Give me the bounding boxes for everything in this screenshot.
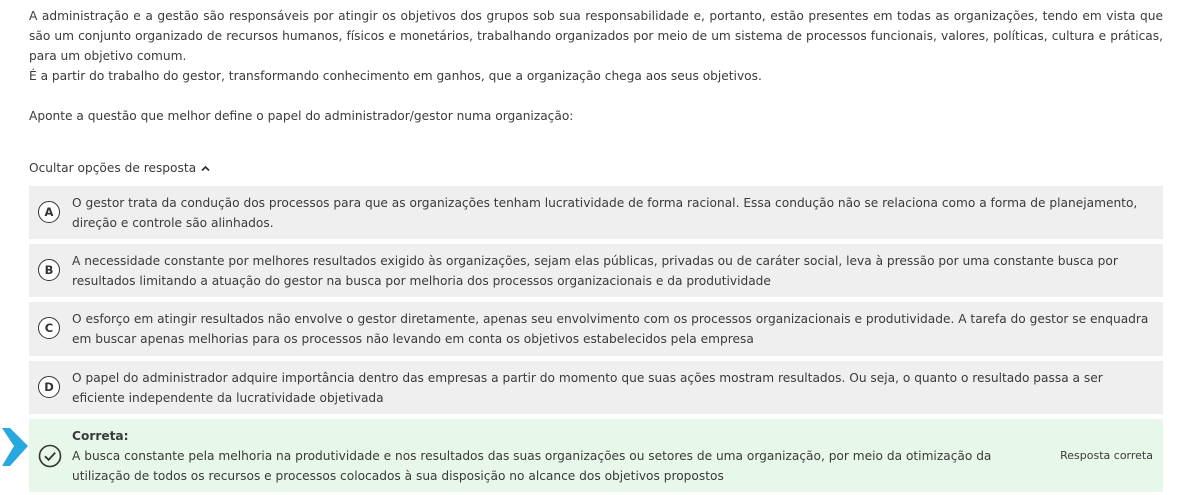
option-letter-badge: D <box>38 376 60 398</box>
option-letter-badge: A <box>38 201 60 223</box>
correct-heading: Correta: <box>72 428 129 443</box>
toggle-label: Ocultar opções de resposta <box>29 161 197 175</box>
option-text: O gestor trata da condução dos processos para que as organizações tenham lucratividade de forma racional. Essa condução não se relaciona como a forma de planejamento, direção e controle são alinhados. <box>72 195 1138 230</box>
arrow-pointer-icon <box>0 420 30 472</box>
question-intro <box>29 6 1163 86</box>
option-letter-badge: B <box>38 259 60 281</box>
answer-option-b[interactable] <box>29 244 1163 297</box>
option-text: O papel do administrador adquire importância dentro das empresas a partir do momento que suas ações mostram resultados. Ou seja, o quanto o resultado passa a ser eficiente independente da lucratividade objetivada <box>72 370 1103 405</box>
chevron-up-icon <box>201 165 210 172</box>
check-circle-icon <box>38 444 62 468</box>
option-letter-badge: C <box>38 317 60 339</box>
option-text: A necessidade constante por melhores resultados exigido às organizações, sejam elas públicas, privadas ou de caráter social, leva à pressão por uma constante busca por resultados limitando a atuação do gestor na busca por melhoria dos processos organizacionais e da produtividade <box>72 253 1118 288</box>
correct-answer-label: Resposta correta <box>1060 448 1153 462</box>
option-text: O esforço em atingir resultados não envolve o gestor diretamente, apenas seu envolvimento com os processos organizacionais e produtividade. A tarefa do gestor se enquadra em buscar apenas melhorias para os processos não levando em conta os objetivos estabelecidos pela empresa <box>72 312 1149 346</box>
answer-option-a[interactable] <box>29 186 1163 239</box>
answer-option-e-correct[interactable] <box>29 419 1163 492</box>
hide-options-toggle[interactable] <box>29 158 210 178</box>
option-text: A busca constante pela melhoria na produtividade e nos resultados das suas organizações ou setores de uma organização, por meio da otimização da utilização de todos os recursos e processos colocados à sua disposição no alcance dos objetivos propostos <box>72 448 992 483</box>
answer-option-c[interactable] <box>29 302 1163 356</box>
question-prompt: Aponte a questão que melhor define o papel do administrador/gestor numa organização: <box>29 109 574 123</box>
intro-paragraph-2: É a partir do trabalho do gestor, transformando conhecimento em ganhos, que a organização chega aos seus objetivos. <box>29 69 762 83</box>
correct-option-content <box>72 426 1033 486</box>
answer-option-d[interactable] <box>29 361 1163 414</box>
intro-paragraph-1: A administração e a gestão são responsáveis por atingir os objetivos dos grupos sob sua responsabilidade e, portanto, estão presentes em todas as organizações, tendo em vista que são um conjunto organizado de recursos humanos, físicos e monetários, trabalhando organizados por meio de um sistema de processos funcionais, valores, políticas, cultura e práticas, para um objetivo comum. <box>29 9 1163 63</box>
